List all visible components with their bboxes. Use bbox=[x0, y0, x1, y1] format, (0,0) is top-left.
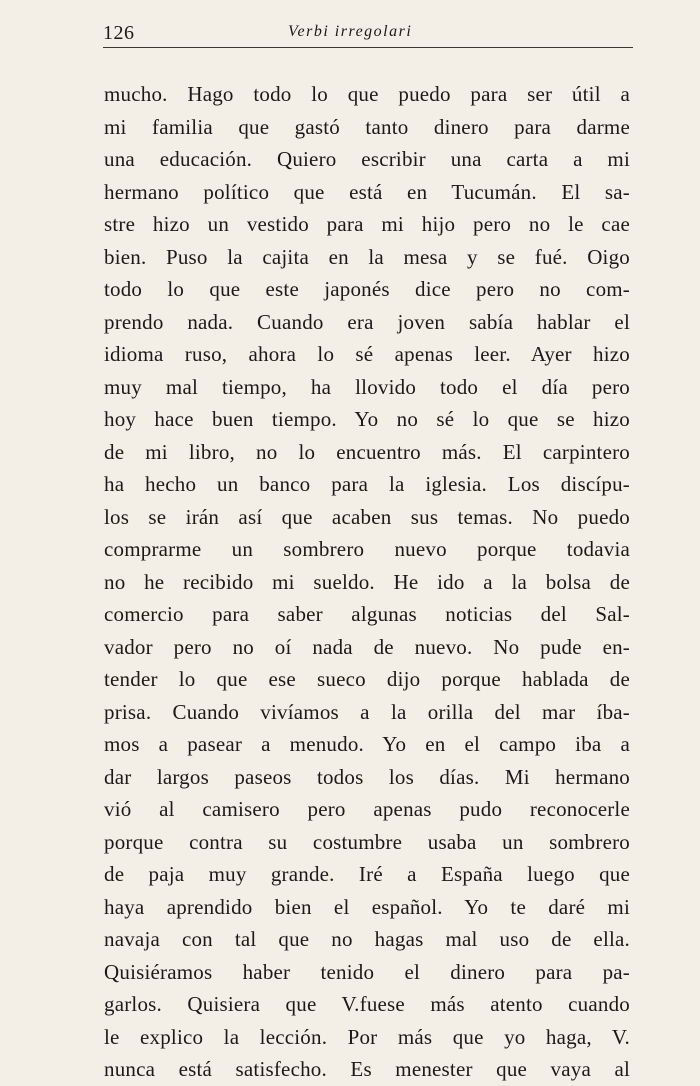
text-line: vador pero no oí nada de nuevo. No pude en- bbox=[104, 634, 630, 659]
text-line: no he recibido mi sueldo. He ido a la bolsa de bbox=[104, 569, 630, 594]
page-header bbox=[103, 20, 633, 50]
text-line: prendo nada. Cuando era joven sabía hablar el bbox=[104, 309, 630, 334]
header-rule bbox=[103, 47, 633, 48]
text-line: comprarme un sombrero nuevo porque todavia bbox=[104, 537, 630, 561]
text-line: los se irán así que acaben sus temas. No puedo bbox=[104, 504, 630, 529]
text-line: prisa. Cuando vivíamos a la orilla del mar íba- bbox=[104, 699, 630, 724]
text-line: mi familia que gastó tanto dinero para darme bbox=[104, 114, 630, 139]
text-line: mucho. Hago todo lo que puedo para ser útil a bbox=[104, 82, 630, 106]
text-line: haya aprendido bien el español. Yo te daré mi bbox=[104, 894, 630, 919]
text-line: porque contra su costumbre usaba un sombrero bbox=[104, 829, 630, 854]
text-line: de mi libro, no lo encuentro más. El carpintero bbox=[104, 439, 630, 464]
text-line: nunca está satisfecho. Es menester que vaya al bbox=[104, 1057, 630, 1081]
text-line: tender lo que ese sueco dijo porque hablada de bbox=[104, 667, 630, 691]
text-line: hermano político que está en Tucumán. El sa- bbox=[104, 179, 630, 204]
running-title: Verbi irregolari bbox=[288, 23, 413, 40]
text-line: stre hizo un vestido para mi hijo pero no le cae bbox=[104, 212, 630, 236]
text-line: navaja con tal que no hagas mal uso de ella. bbox=[104, 927, 630, 951]
text-line: hoy hace buen tiempo. Yo no sé lo que se hizo bbox=[104, 407, 630, 431]
text-line: vió al camisero pero apenas pudo reconocerle bbox=[104, 797, 630, 821]
text-line: comercio para saber algunas noticias del Sal- bbox=[104, 602, 630, 626]
text-line: una educación. Quiero escribir una carta a mi bbox=[104, 147, 630, 171]
text-line: dar largos paseos todos los días. Mi hermano bbox=[104, 764, 630, 789]
text-line: bien. Puso la cajita en la mesa y se fué. Oigo bbox=[104, 244, 630, 269]
text-line: ha hecho un banco para la iglesia. Los discípu- bbox=[104, 472, 630, 496]
text-line: Quisiéramos haber tenido el dinero para pa- bbox=[104, 959, 630, 984]
text-line: idioma ruso, ahora lo sé apenas leer. Ayer hizo bbox=[104, 342, 630, 366]
text-line: de paja muy grande. Iré a España luego que bbox=[104, 862, 630, 886]
text-line: mos a pasear a menudo. Yo en el campo iba a bbox=[104, 732, 630, 756]
text-line: muy mal tiempo, ha llovido todo el día pero bbox=[104, 374, 630, 399]
page-number: 126 bbox=[103, 22, 135, 44]
text-line: garlos. Quisiera que V.fuese más atento cuando bbox=[104, 992, 630, 1016]
text-line: le explico la lección. Por más que yo haga, V. bbox=[104, 1024, 630, 1049]
body-text bbox=[104, 78, 630, 1086]
text-line: todo lo que este japonés dice pero no com- bbox=[104, 277, 630, 301]
